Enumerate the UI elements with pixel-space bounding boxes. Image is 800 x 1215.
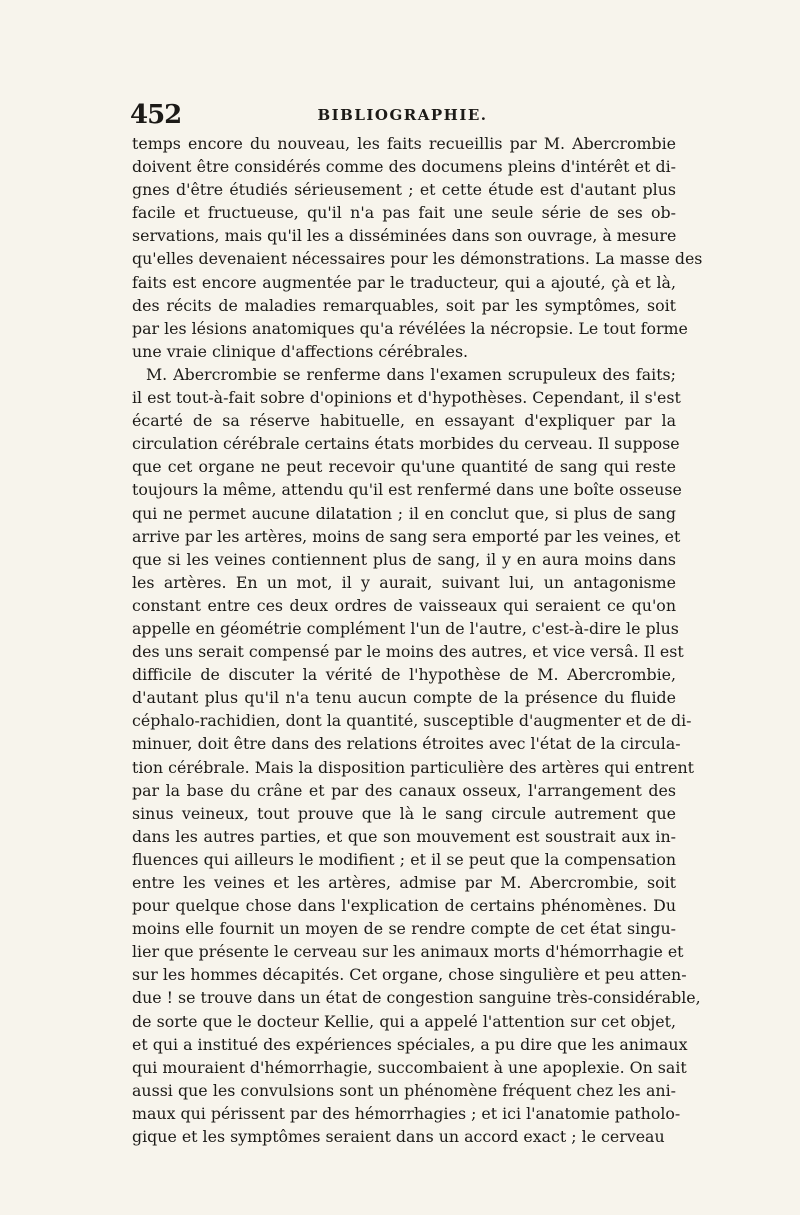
text-line: qui mouraient d'hémorrhagie, succombaient à une apoplexie. On sait xyxy=(132,1057,687,1077)
paragraph xyxy=(132,132,703,363)
text-line: tion cérébrale. Mais la disposition particulière des artères qui entrent xyxy=(132,757,694,777)
text-line: difficile de discuter la vérité de l'hypothèse de M. Abercrombie, xyxy=(132,665,676,685)
text-line: doivent être considérés comme des documens pleins d'intérêt et di- xyxy=(132,157,676,177)
text-line: et qui a institué des expériences spéciales, a pu dire que les animaux xyxy=(132,1034,688,1054)
text-line: écarté de sa réserve habituelle, en essayant d'expliquer par la xyxy=(132,411,676,431)
text-line: une vraie clinique d'affections cérébrales. xyxy=(132,341,469,361)
text-line: due ! se trouve dans un état de congestion sanguine très-considérable, xyxy=(132,988,701,1008)
text-line: des récits de maladies remarquables, soit par les symptômes, soit xyxy=(132,295,676,315)
text-line: appelle en géométrie complément l'un de l'autre, c'est-à-dire le plus xyxy=(132,618,679,638)
text-line: par la base du crâne et par des canaux osseux, l'arrangement des xyxy=(132,780,676,800)
text-line: de sorte que le docteur Kellie, qui a appelé l'attention sur cet objet, xyxy=(132,1011,676,1031)
text-line: servations, mais qu'il les a disséminées dans son ouvrage, à mesure xyxy=(132,226,677,246)
text-line: qui ne permet aucune dilatation ; il en conclut que, si plus de sang xyxy=(132,503,676,523)
text-line: faits est encore augmentée par le traducteur, qui a ajouté, çà et là, xyxy=(132,272,676,292)
text-line: entre les veines et les artères, admise par M. Abercrombie, soit xyxy=(132,873,676,892)
text-line: maux qui périssent par des hémorrhagies ; et ici l'anatomie patholo- xyxy=(132,1103,681,1123)
text-line: pour quelque chose dans l'explication de certains phénomènes. Du xyxy=(132,896,676,916)
text-line: fluences qui ailleurs le modifient ; et il se peut que la compensation xyxy=(132,849,676,869)
page-number: 452 xyxy=(130,100,182,130)
text-line: que si les veines contiennent plus de sang, il y en aura moins dans xyxy=(132,549,676,569)
text-line: toujours la même, attendu qu'il est renfermé dans une boîte osseuse xyxy=(132,480,682,500)
text-line: gique et les symptômes seraient dans un accord exact ; le cerveau xyxy=(132,1127,665,1147)
text-line: il est tout-à-fait sobre d'opinions et d'hypothèses. Cependant, il s'est xyxy=(132,388,681,408)
text-line: que cet organe ne peut recevoir qu'une quantité de sang qui reste xyxy=(132,457,676,477)
text-line: constant entre ces deux ordres de vaisseaux qui seraient ce qu'on xyxy=(132,595,676,615)
text-line: dans les autres parties, et que son mouvement est soustrait aux in- xyxy=(132,826,676,846)
text-line: gnes d'être étudiés sérieusement ; et cette étude est d'autant plus xyxy=(132,180,676,200)
text-line: facile et fructueuse, qu'il n'a pas fait une seule série de ses ob- xyxy=(132,203,676,223)
text-line: par les lésions anatomiques qu'a révélées la nécropsie. Le tout forme xyxy=(132,318,688,338)
text-line: arrive par les artères, moins de sang sera emporté par les veines, et xyxy=(132,526,681,546)
text-line: circulation cérébrale certains états morbides du cerveau. Il suppose xyxy=(132,434,680,454)
text-line: moins elle fournit un moyen de se rendre compte de cet état singu- xyxy=(132,919,676,939)
text-line: sinus veineux, tout prouve que là le sang circule autrement que xyxy=(132,803,676,823)
text-line: temps encore du nouveau, les faits recueillis par M. Abercrombie xyxy=(132,134,676,153)
paragraph xyxy=(132,363,701,1148)
text-line: qu'elles devenaient nécessaires pour les démonstrations. La masse des xyxy=(132,249,703,269)
text-line: lier que présente le cerveau sur les animaux morts d'hémorrhagie et xyxy=(132,942,684,962)
text-line: d'autant plus qu'il n'a tenu aucun compte de la présence du fluide xyxy=(132,688,676,708)
body-text xyxy=(132,132,703,1148)
text-line: céphalo-rachidien, dont la quantité, susceptible d'augmenter et de di- xyxy=(132,711,692,731)
text-line: minuer, doit être dans des relations étroites avec l'état de la circula- xyxy=(132,734,681,754)
text-line: les artères. En un mot, il y aurait, suivant lui, un antagonisme xyxy=(132,572,676,592)
running-title: BIBLIOGRAPHIE. xyxy=(317,106,488,124)
text-line: sur les hommes décapités. Cet organe, chose singulière et peu atten- xyxy=(132,965,687,985)
text-line: aussi que les convulsions sont un phénomène fréquent chez les ani- xyxy=(132,1080,676,1100)
page-header xyxy=(130,100,675,130)
text-line: M. Abercrombie se renferme dans l'examen scrupuleux des faits; xyxy=(146,364,676,384)
text-line: des uns serait compensé par le moins des autres, et vice versâ. Il est xyxy=(132,642,684,662)
